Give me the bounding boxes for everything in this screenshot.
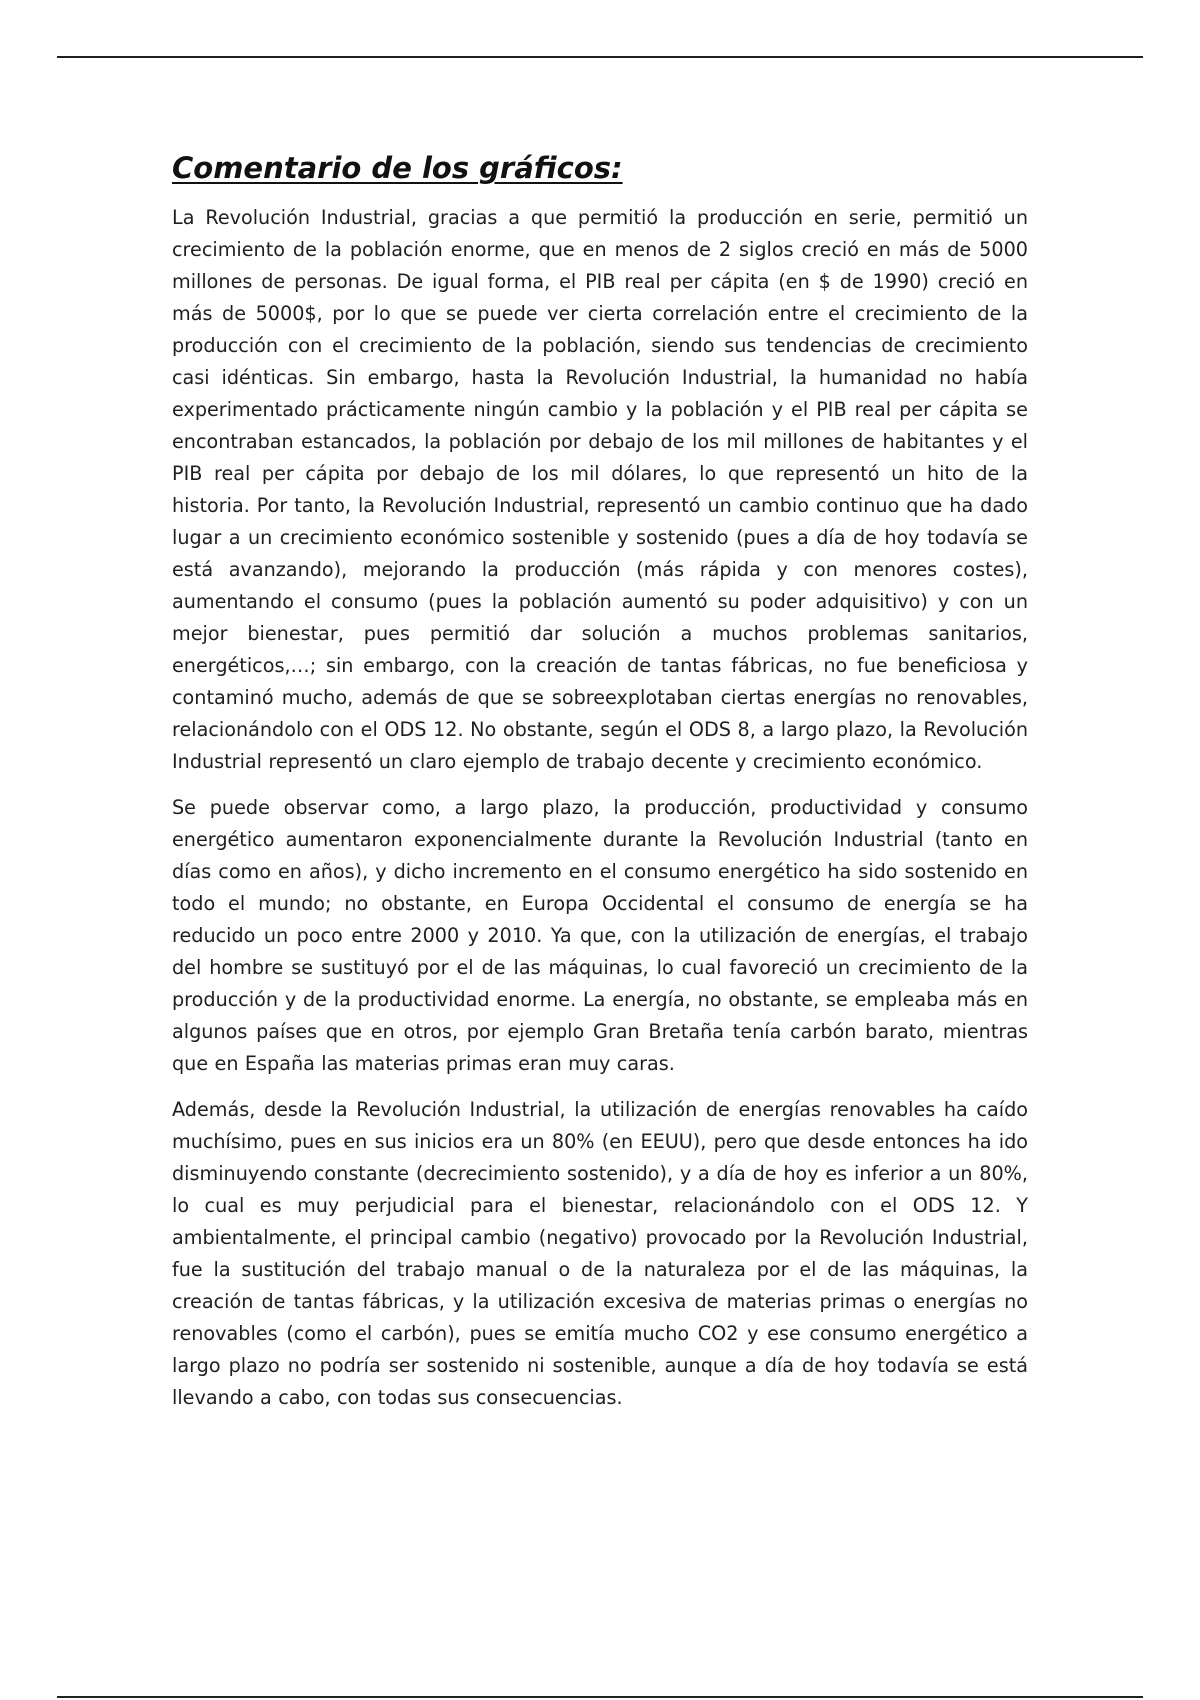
header-rule xyxy=(57,56,1143,58)
paragraph-3: Además, desde la Revolución Industrial, la utilización de energías renovables ha caído muchísimo, pues en sus inicios era un 80% (en EEUU), pero que desde entonces ha ido disminuyendo constante (decrecimiento sostenido), y a día de hoy es inferior a un 80%, lo cual es muy perjudicial para el bienestar, relacionándolo con el ODS 12. Y ambientalmente, el principal cambio (negativo) provocado por la Revolución Industrial, fue la sustitución del trabajo manual o de la naturaleza por el de las máquinas, la creación de tantas fábricas, y la utilización excesiva de materias primas o energías no renovables (como el carbón), pues se emitía mucho CO2 y ese consumo energético a largo plazo no podría ser sostenido ni sostenible, aunque a día de hoy todavía se está llevando a cabo, con todas sus consecuencias. xyxy=(172,1098,1028,1409)
paragraph-2: Se puede observar como, a largo plazo, la producción, productividad y consumo energético aumentaron exponencialmente durante la Revolución Industrial (tanto en días como en años), y dicho incremento en el consumo energético ha sido sostenido en todo el mundo; no obstante, en Europa Occidental el consumo de energía se ha reducido un poco entre 2000 y 2010. Ya que, con la utilización de energías, el trabajo del hombre se sustituyó por el de las máquinas, lo cual favoreció un crecimiento de la producción y de la productividad enorme. La energía, no obstante, se empleaba más en algunos países que en otros, por ejemplo Gran Bretaña tenía carbón barato, mientras que en España las materias primas eran muy caras. xyxy=(172,796,1028,1075)
page-title: Comentario de los gráficos: xyxy=(172,151,623,185)
document-body xyxy=(172,150,1028,1428)
paragraph-1: La Revolución Industrial, gracias a que permitió la producción en serie, permitió un crecimiento de la población enorme, que en menos de 2 siglos creció en más de 5000 millones de personas. De igual forma, el PIB real per cápita (en $ de 1990) creció en más de 5000$, por lo que se puede ver cierta correlación entre el crecimiento de la producción con el crecimiento de la población, siendo sus tendencias de crecimiento casi idénticas. Sin embargo, hasta la Revolución Industrial, la humanidad no había experimentado prácticamente ningún cambio y la población y el PIB real per cápita se encontraban estancados, la población por debajo de los mil millones de habitantes y el PIB real per cápita por debajo de los mil dólares, lo que representó un hito de la historia. Por tanto, la Revolución Industrial, representó un cambio continuo que ha dado lugar a un crecimiento económico sostenible y sostenido (pues a día de hoy todavía se está avanzando), mejorando la producción (más rápida y con menores costes), aumentando el consumo (pues la población aumentó su poder adquisitivo) y con un mejor bienestar, pues permitió dar solución a muchos problemas sanitarios, energéticos,…; sin embargo, con la creación de tantas fábricas, no fue beneficiosa y contaminó mucho, además de que se sobreexplotaban ciertas energías no renovables, relacionándolo con el ODS 12. No obstante, según el ODS 8, a largo plazo, la Revolución Industrial representó un claro ejemplo de trabajo decente y crecimiento económico. xyxy=(172,206,1028,773)
footer-rule xyxy=(57,1696,1143,1698)
